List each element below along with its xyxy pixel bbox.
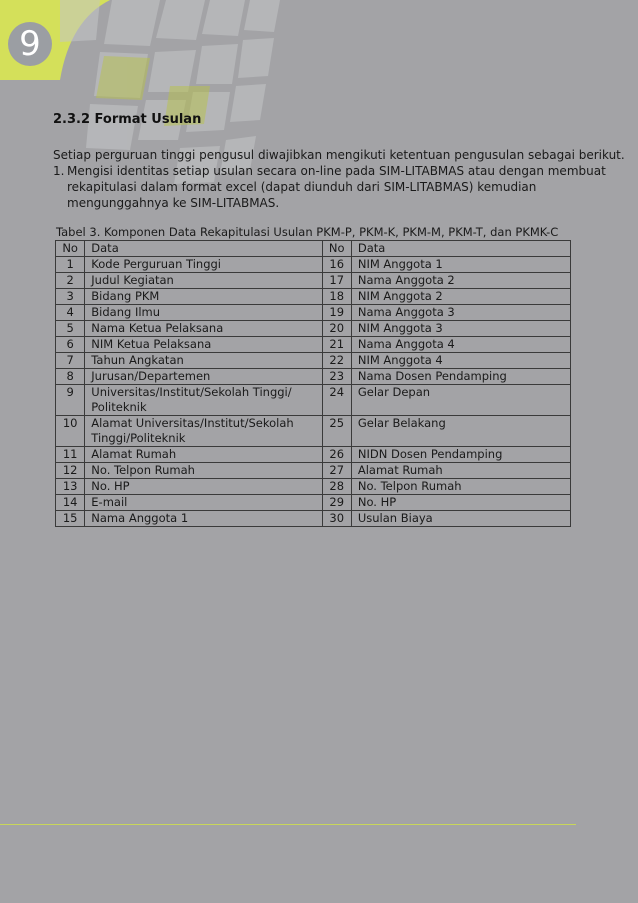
header-no: No	[322, 241, 351, 257]
cell-data: Alamat Universitas/Institut/Sekolah Tinggi/Politeknik	[85, 416, 322, 447]
cell-no: 14	[56, 495, 85, 511]
cell-no: 22	[322, 353, 351, 369]
list-item-line: Mengisi identitas setiap usulan secara on-line pada SIM-LITABMAS atau dengan membuat	[67, 164, 606, 178]
data-components-table	[55, 240, 571, 527]
table-row	[56, 257, 571, 273]
header-no: No	[56, 241, 85, 257]
cell-no: 19	[322, 305, 351, 321]
cell-no: 20	[322, 321, 351, 337]
table-row	[56, 447, 571, 463]
cell-no: 11	[56, 447, 85, 463]
intro-paragraph: Setiap perguruan tinggi pengusul diwajibkan mengikuti ketentuan pengusulan sebagai berikut.	[53, 148, 625, 162]
cell-data: Nama Anggota 4	[351, 337, 570, 353]
cell-data: Nama Anggota 2	[351, 273, 570, 289]
cell-data: E-mail	[85, 495, 322, 511]
header-data: Data	[351, 241, 570, 257]
cell-no: 10	[56, 416, 85, 447]
cell-no: 24	[322, 385, 351, 416]
cell-no: 25	[322, 416, 351, 447]
cell-no: 23	[322, 369, 351, 385]
table-row	[56, 305, 571, 321]
cell-data: NIM Anggota 1	[351, 257, 570, 273]
cell-data: No. Telpon Rumah	[85, 463, 322, 479]
cell-data: Bidang Ilmu	[85, 305, 322, 321]
cell-no: 28	[322, 479, 351, 495]
cell-no: 17	[322, 273, 351, 289]
cell-data: Kode Perguruan Tinggi	[85, 257, 322, 273]
cell-no: 18	[322, 289, 351, 305]
cell-no: 29	[322, 495, 351, 511]
section-title: 2.3.2 Format Usulan	[53, 112, 202, 127]
cell-data: Alamat Rumah	[351, 463, 570, 479]
cell-no: 4	[56, 305, 85, 321]
cell-data: Usulan Biaya	[351, 511, 570, 527]
cell-data: Nama Anggota 3	[351, 305, 570, 321]
cell-data: NIM Ketua Pelaksana	[85, 337, 322, 353]
table-row	[56, 495, 571, 511]
cell-no: 1	[56, 257, 85, 273]
cell-no: 21	[322, 337, 351, 353]
cell-no: 26	[322, 447, 351, 463]
table-row	[56, 479, 571, 495]
table-row	[56, 385, 571, 416]
page-number-badge: 9	[8, 22, 52, 66]
table-row	[56, 416, 571, 447]
cell-no: 7	[56, 353, 85, 369]
cell-no: 12	[56, 463, 85, 479]
cell-data: NIM Anggota 2	[351, 289, 570, 305]
cell-no: 2	[56, 273, 85, 289]
table-row	[56, 321, 571, 337]
table-row	[56, 511, 571, 527]
cell-no: 16	[322, 257, 351, 273]
list-item	[53, 163, 606, 211]
cell-no: 13	[56, 479, 85, 495]
cell-no: 6	[56, 337, 85, 353]
cell-no: 8	[56, 369, 85, 385]
cell-no: 9	[56, 385, 85, 416]
table-caption: Tabel 3. Komponen Data Rekapitulasi Usulan PKM-P, PKM-K, PKM-M, PKM-T, dan PKMK-C	[56, 225, 559, 239]
footer-divider	[0, 824, 576, 825]
cell-no: 30	[322, 511, 351, 527]
list-item-line: mengunggahnya ke SIM-LITABMAS.	[67, 196, 280, 210]
cell-data: No. Telpon Rumah	[351, 479, 570, 495]
cell-data: Jurusan/Departemen	[85, 369, 322, 385]
list-item-number: 1.	[53, 164, 65, 178]
cell-data: Judul Kegiatan	[85, 273, 322, 289]
cell-data: Tahun Angkatan	[85, 353, 322, 369]
cell-no: 27	[322, 463, 351, 479]
cell-data: Universitas/Institut/Sekolah Tinggi/ Politeknik	[85, 385, 322, 416]
cell-data: Nama Ketua Pelaksana	[85, 321, 322, 337]
cell-data: Gelar Belakang	[351, 416, 570, 447]
cell-data: NIM Anggota 3	[351, 321, 570, 337]
cell-data: No. HP	[85, 479, 322, 495]
table-row	[56, 463, 571, 479]
cell-data: Nama Anggota 1	[85, 511, 322, 527]
list-item-line: rekapitulasi dalam format excel (dapat diunduh dari SIM-LITABMAS) kemudian	[67, 180, 537, 194]
table-row	[56, 273, 571, 289]
table-row	[56, 369, 571, 385]
table-row	[56, 337, 571, 353]
table-header-row	[56, 241, 571, 257]
cell-data: NIDN Dosen Pendamping	[351, 447, 570, 463]
table-row	[56, 353, 571, 369]
cell-no: 5	[56, 321, 85, 337]
cell-data: Nama Dosen Pendamping	[351, 369, 570, 385]
cell-data: Bidang PKM	[85, 289, 322, 305]
cell-data: NIM Anggota 4	[351, 353, 570, 369]
cell-data: No. HP	[351, 495, 570, 511]
table-row	[56, 289, 571, 305]
cell-no: 3	[56, 289, 85, 305]
header-data: Data	[85, 241, 322, 257]
cell-data: Gelar Depan	[351, 385, 570, 416]
cell-data: Alamat Rumah	[85, 447, 322, 463]
cell-no: 15	[56, 511, 85, 527]
